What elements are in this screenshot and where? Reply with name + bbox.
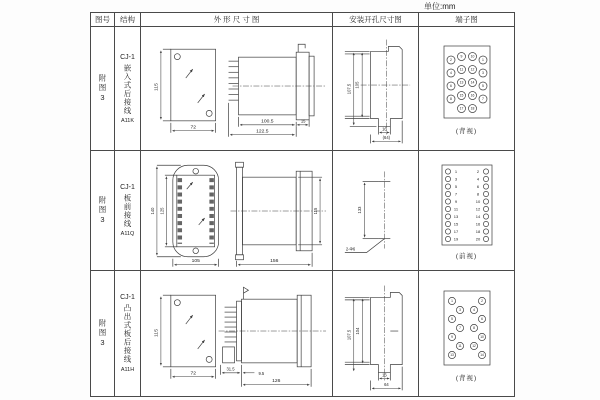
dim-mount-v1: 107.5 [346,329,352,341]
terminal-circle [445,199,450,204]
terminal-number: 7 [481,97,484,102]
terminal-number: 8 [476,191,479,197]
model-label: CJ-1 [120,184,135,191]
terminal-number: 13 [449,353,454,358]
terminal-number: 13 [453,213,458,219]
dim-front-height: 115 [154,82,160,91]
terminal-number: 14 [470,80,474,85]
dim-side-1: 156 [270,258,279,264]
terminal-circle [483,199,488,204]
terminal-number: 3 [454,176,457,182]
terminal-number: 7 [454,191,457,197]
dim-mount-h2: 64 [384,381,389,387]
dim-front-width: 72 [190,371,196,377]
terminal-diagram-a11h [424,285,510,371]
terminal-number: 14 [479,353,484,358]
outline-drawing-a11k [141,27,332,151]
dim-mount-v1: 133 [357,206,363,213]
model-label: CJ-1 [120,53,135,61]
outline-cell-2 [141,151,333,271]
terminal-circle [445,176,450,181]
figure-cell-2 [91,151,115,271]
terminal-number: 8 [472,326,475,331]
mounting-drawing-a11k [333,27,418,151]
terminal-cell-2 [419,151,514,271]
header-outline: 外 形 尺 寸 图 [141,13,333,27]
mounting-cell-3 [333,271,419,396]
terminal-circle [483,191,488,196]
mounting-drawing-a11h [333,271,418,396]
terminal-number: 8 [449,97,452,102]
figure-no: 附图3 [98,195,107,226]
terminal-circle [483,221,488,226]
dim-front-h2: 125 [159,207,165,214]
terminal-number: 7 [458,326,461,331]
dim-side-1: 31.5 [226,366,235,372]
figure-no: 附图3 [98,73,107,104]
terminal-number: 18 [475,228,480,234]
structure-type: 嵌入式后接线 [123,63,132,115]
dim-front-h1: 140 [149,207,155,214]
structure-type: 板前接线 [123,194,132,228]
terminal-number: 11 [453,206,458,212]
terminal-number: 10 [470,54,474,59]
terminal-number: 12 [470,67,474,72]
terminal-number: 6 [476,183,479,189]
terminal-diagram-a11q [424,161,510,249]
dim-side-2: 115 [313,207,319,214]
terminal-number: 12 [475,206,480,212]
terminal-number: 13 [459,80,463,85]
terminal-number: 6 [480,317,483,322]
dim-mount-h1: 16 [382,126,387,132]
terminal-number: 2 [476,168,479,174]
dim-front-width: 72 [190,124,196,130]
figure-cell-3 [91,271,115,396]
terminal-number: 9 [454,198,457,204]
terminal-circle [445,221,450,226]
terminal-number: 3 [458,308,461,313]
structure-cell-1 [115,27,141,151]
structure-type: 凸出式板后接线 [123,304,132,364]
terminal-number: 15 [459,93,463,98]
terminal-number: 15 [453,221,458,227]
terminal-number: 4 [476,176,479,182]
terminal-number: 9 [450,335,453,340]
terminal-number: 9 [460,54,462,59]
terminal-number: 17 [453,228,458,234]
terminal-circle [483,184,488,189]
drawing-table [90,12,515,397]
terminal-number: 5 [454,183,457,189]
terminal-circle [445,229,450,234]
dim-mount-h1: 16 [382,372,387,378]
terminal-number: 16 [470,93,474,98]
hole-note: 2-Φ6 [345,246,356,252]
terminal-number: 1 [481,58,484,63]
terminal-number: 18 [470,106,474,111]
dim-side-3: 15 [300,117,306,123]
terminal-number: 2 [449,58,452,63]
terminal-circle [445,236,450,241]
structure-code: A11H [120,366,135,373]
terminal-circle [483,206,488,211]
terminal-number: 5 [450,317,453,322]
terminal-circle [483,229,488,234]
outline-drawing-a11h [141,271,332,396]
header-terminal: 端子图 [419,13,514,27]
dim-side-2: 9.5 [258,370,265,376]
structure-code: A11Q [120,231,135,237]
terminal-circle [483,169,488,174]
terminal-view-label: (前视) [455,253,478,260]
mounting-cell-2 [333,151,419,271]
terminal-number: 20 [475,236,480,242]
dim-side-2: 122.5 [256,128,269,134]
terminal-number: 10 [479,335,484,340]
terminal-circle [445,184,450,189]
terminal-number: 11 [457,344,462,349]
terminal-cell-1 [419,27,514,151]
terminal-number: 3 [481,71,484,76]
terminal-number: 1 [454,168,457,174]
terminal-circle [445,169,450,174]
dim-mount-v1: 107.5 [346,83,352,94]
dim-mount-v2: 105 [354,81,360,89]
terminal-circle [445,206,450,211]
structure-cell-2 [115,151,141,271]
terminal-view-label: (背视) [455,128,478,135]
terminal-circle [445,214,450,219]
terminal-circle [445,191,450,196]
dim-front-height: 115 [154,329,160,337]
terminal-diagram-a11k [424,42,510,124]
mounting-drawing-a11q [333,151,418,271]
terminal-number: 14 [475,213,480,219]
terminal-number: 4 [472,308,475,313]
outline-cell-3 [141,271,333,396]
header-figure: 图号 [91,13,115,27]
terminal-circle [483,214,488,219]
mounting-cell-1 [333,27,419,151]
dim-mount-v2: 104 [355,327,361,335]
header-mounting: 安装开孔尺寸图 [333,13,419,27]
terminal-number: 19 [453,236,458,242]
terminal-number: 5 [481,84,484,89]
unit-label: 单位:mm [424,2,456,11]
terminal-number: 2 [480,299,483,304]
terminal-number: 10 [475,198,480,204]
terminal-view-label: (背视) [455,375,478,382]
model-label: CJ-1 [120,294,135,302]
terminal-cell-3 [419,271,514,396]
dim-front-w: 105 [191,258,200,264]
dim-side-1: 100.5 [261,118,274,124]
terminal-circle [483,176,488,181]
terminal-number: 4 [449,71,452,76]
figure-no: 附图3 [98,318,107,349]
terminal-number: 11 [459,67,463,72]
structure-cell-3 [115,271,141,396]
dim-mount-h2: (64) [382,134,391,140]
terminal-number: 16 [475,221,480,227]
terminal-number: 17 [459,106,463,111]
dim-side-3: 126 [272,379,281,385]
figure-cell-1 [91,27,115,151]
outline-drawing-a11q [141,151,332,271]
structure-code: A11K [120,117,135,124]
terminal-number: 1 [450,299,453,304]
terminal-number: 12 [471,344,476,349]
outline-cell-1 [141,27,333,151]
terminal-number: 6 [449,84,452,89]
header-structure: 结构 [115,13,141,27]
terminal-circle [483,236,488,241]
